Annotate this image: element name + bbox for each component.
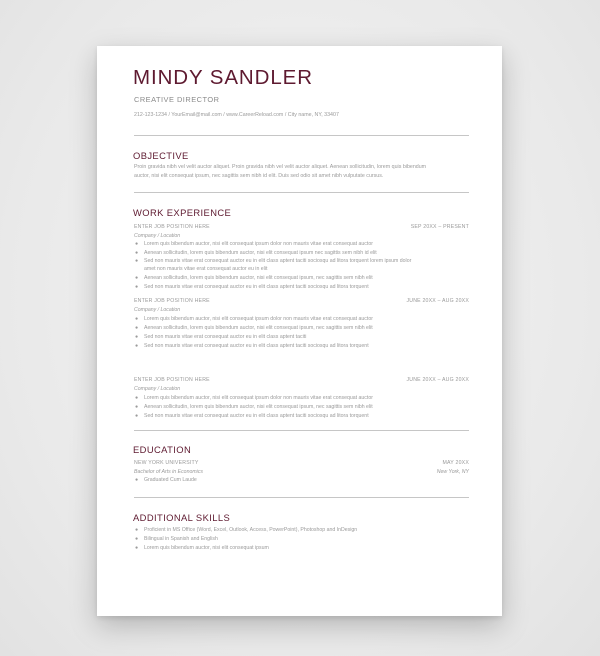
objective-line: Proin gravida nibh vel velit auctor aliquet. Proin gravida nibh vel velit auctor aliquet. Aenean sollicitudin, lorem quis bibendum <box>134 164 427 170</box>
job-company: Company / Location <box>134 233 181 239</box>
degree: Bachelor of Arts in Economics <box>134 469 204 475</box>
divider <box>134 135 469 136</box>
job-position-title: ENTER JOB POSITION HERE <box>134 224 210 230</box>
additional-skills-heading: ADDITIONAL SKILLS <box>133 512 231 523</box>
bullet-icon: ● <box>135 325 139 331</box>
bullet-icon: ● <box>135 250 139 256</box>
bullet-icon: ● <box>135 316 139 322</box>
job-dates: JUNE 20XX – AUG 20XX <box>406 377 469 383</box>
school-name: NEW YORK UNIVERSITY <box>134 460 199 466</box>
job-position <box>134 298 469 304</box>
bullet-icon: ● <box>135 334 139 340</box>
job-dates: JUNE 20XX – AUG 20XX <box>406 298 469 304</box>
job-company: Company / Location <box>134 307 181 313</box>
bullet-icon: ● <box>135 527 139 533</box>
job-company: Company / Location <box>134 386 181 392</box>
bullet-icon: ● <box>135 275 139 281</box>
divider <box>134 497 469 498</box>
education-degree-row <box>134 469 469 475</box>
education-heading: EDUCATION <box>133 444 192 455</box>
bullet-icon: ● <box>135 284 139 290</box>
job-position <box>134 224 469 230</box>
bullet-icon: ● <box>135 404 139 410</box>
divider <box>134 192 469 193</box>
objective-text <box>134 163 469 180</box>
objective-heading: OBJECTIVE <box>133 150 189 161</box>
graduation-date: MAY 20XX <box>442 460 469 466</box>
list-item-continued: amet non mauris vitae erat consequat auctor eu in elit <box>144 266 268 272</box>
bullet-icon: ● <box>135 413 139 419</box>
job-position-title: ENTER JOB POSITION HERE <box>134 298 210 304</box>
bullet-icon: ● <box>135 258 139 264</box>
resume-page: MINDY SANDLER CREATIVE DIRECTOR 212-123-1234 / YourEmail@mail.com / www.CareerReload.com / City name, NY, 33407 OBJECTIVE Proin gravida nibh vel velit auctor aliquet. Proin gravida nibh vel velit auctor aliquet. Aenean sollicitudin, lorem quis bibendum auctor, nisi elit consequat ipsum, nec sagittis sem nibh id elit. Duis sed odio sit amet nibh vulputate cursus. WORK EXPERIENCE ENTER JOB POSITION HERE SEP 20XX – PRESENT Company / Location ● Lorem quis bibendum auctor, nisi elit consequat ipsum dolor non mauris vitae erat consequat auctor ● Aenean sollicitudin, lorem quis bibendum auctor, nisi elit consequat ipsum nec sagittis sem nibh id elit ● Sed non mauris vitae erat consequat auctor eu in elit class aptent taciti sociosqu ad litora torquent lorem ipsum dolor amet non mauris vitae erat consequat auctor eu in elit ● Aenean sollicitudin, lorem quis bibendum auctor, nisi elit consequat ipsum, nec sagittis sem nibh elit ● Sed non mauris vitae erat consequat auctor eu in elit class aptent taciti sociosqu ad litora torquent ENTER JOB POSITION HERE JUNE 20XX – AUG 20XX Company / Location ● Lorem quis bibendum auctor, nisi elit consequat ipsum dolor non mauris vitae erat consequat auctor ● Aenean sollicitudin, lorem quis bibendum auctor, nisi elit consequat ipsum, nec sagittis sem nibh elit ● Sed non mauris vitae erat consequat auctor eu in elit class aptent taciti ● Sed non mauris vitae erat consequat auctor eu in elit class aptent taciti sociosqu ad litora torquent ENTER JOB POSITION HERE JUNE 20XX – AUG 20XX Company / Location ● Lorem quis bibendum auctor, nisi elit consequat ipsum dolor non mauris vitae erat consequat auctor ● Aenean sollicitudin, lorem quis bibendum auctor, nisi elit consequat ipsum, nec sagittis sem nibh elit ● Sed non mauris vitae erat consequat auctor eu in elit class aptent taciti sociosqu ad litora torquent EDUCATION NEW YORK UNIVERSITY MAY 20XX Bachelor of Arts in Economics New York, NY ● Graduated Cum Laude ADDITIONAL SKILLS ● Proficient in MS Office (Word, Excel, Outlook, Access, PowerPoint), Photoshop and InDesign ● Bilingual in Spanish and English ● Lorem quis bibendum auctor, nisi elit consequat ipsum <box>97 46 502 616</box>
job-position <box>134 377 469 383</box>
job-title: CREATIVE DIRECTOR <box>134 95 220 104</box>
job-position-title: ENTER JOB POSITION HERE <box>134 377 210 383</box>
bullet-icon: ● <box>135 545 139 551</box>
bullet-icon: ● <box>135 477 139 483</box>
school-location: New York, NY <box>436 469 469 475</box>
bullet-icon: ● <box>135 536 139 542</box>
candidate-name: MINDY SANDLER <box>133 66 313 89</box>
contact-info: 212-123-1234 / YourEmail@mail.com / www.CareerReload.com / City name, NY, 33407 <box>134 112 339 118</box>
bullet-icon: ● <box>135 395 139 401</box>
education-school-row <box>134 460 469 466</box>
bullet-icon: ● <box>135 241 139 247</box>
objective-line: auctor, nisi elit consequat ipsum, nec sagittis sem nibh id elit. Duis sed odio sit amet nibh vulputate cursus. <box>134 172 384 179</box>
work-experience-heading: WORK EXPERIENCE <box>133 207 232 218</box>
divider <box>134 430 469 431</box>
job-dates: SEP 20XX – PRESENT <box>410 224 469 230</box>
bullet-icon: ● <box>135 343 139 349</box>
